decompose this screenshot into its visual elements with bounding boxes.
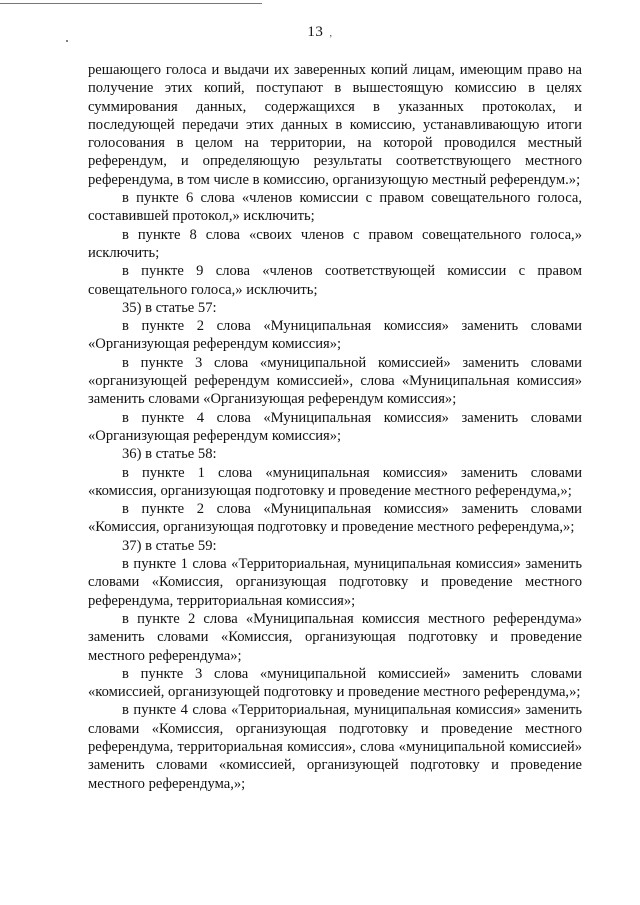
page-number-mark: , bbox=[329, 27, 333, 39]
paragraph-item-heading: 37) в статье 59: bbox=[122, 537, 217, 554]
paragraph: в пункте 3 слова «муниципальной комиссией» заменить словами «организующей референдум комиссией», слова «Муниципальная комиссия» заменить словами «Организующая референдум комиссия»; bbox=[88, 354, 582, 408]
paragraph: в пункте 8 слова «своих членов с правом совещательного голоса,» исключить; bbox=[88, 226, 582, 261]
document-body bbox=[88, 61, 582, 793]
paragraph: в пункте 4 слова «Территориальная, муниципальная комиссия» заменить словами «Комиссия, организующая подготовку и проведение местного референдума, территориальная комиссия», слова «муниципальной комиссией» заменить словами «комиссией, организующей подготовку и проведение местного референдума,»; bbox=[88, 702, 582, 792]
page-number bbox=[0, 24, 640, 41]
paragraph: в пункте 1 слова «Территориальная, муниципальная комиссия» заменить словами «Комиссия, организующая подготовку и проведение местного референдума, территориальная комиссия»; bbox=[88, 556, 582, 609]
paragraph: в пункте 3 слова «муниципальной комиссией» заменить словами «комиссией, организующей подготовку и проведение местного референдума,»; bbox=[88, 665, 582, 701]
paragraph: в пункте 2 слова «Муниципальная комиссия местного референдума» заменить словами «Комиссия, организующая подготовку и проведение местного референдума»; bbox=[88, 610, 582, 664]
paragraph: в пункте 4 слова «Муниципальная комиссия» заменить словами «Организующая референдум комиссия»; bbox=[88, 409, 582, 444]
paragraph: в пункте 2 слова «Муниципальная комиссия» заменить словами «Организующая референдум комиссия»; bbox=[88, 318, 582, 353]
paragraph: в пункте 9 слова «членов соответствующей комиссии с правом совещательного голоса,» исключить; bbox=[88, 263, 582, 298]
paragraph-continuation: решающего голоса и выдачи их заверенных копий лицам, имеющим право на получение этих копий, поступают в вышестоящую комиссию в целях суммирования данных, содержащихся в указанных протоколах, и последующей передачи этих данных в комиссию, устанавливающую итоги голосования в целом на территории, на которой проводился местный референдум, и определяющую результаты соответствующего местного референдума, в том числе в комиссию, организующую местный референдум.»; bbox=[88, 62, 582, 188]
paragraph-item-heading: 35) в статье 57: bbox=[122, 299, 217, 316]
paragraph: в пункте 6 слова «членов комиссии с правом совещательного голоса, составившей протокол,» исключить; bbox=[88, 190, 582, 225]
paragraph: в пункте 1 слова «муниципальная комиссия» заменить словами «комиссия, организующая подготовку и проведение местного референдума,»; bbox=[88, 464, 582, 499]
scan-edge-line bbox=[0, 3, 262, 4]
paragraph: в пункте 2 слова «Муниципальная комиссия» заменить словами «Комиссия, организующая подготовку и проведение местного референдума,»; bbox=[88, 501, 582, 536]
paragraph-item-heading: 36) в статье 58: bbox=[122, 446, 217, 463]
page-number-text: 13 bbox=[307, 24, 324, 40]
